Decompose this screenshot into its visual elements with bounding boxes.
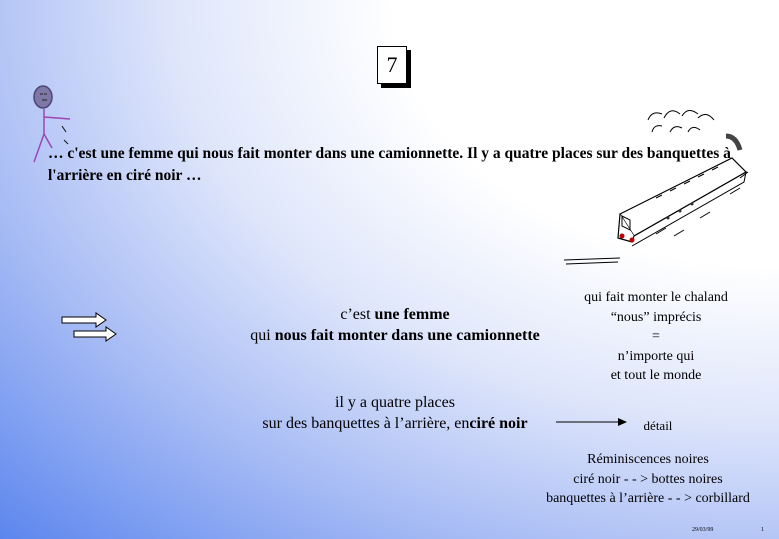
block1-line1-bold: une femme bbox=[374, 306, 450, 323]
block1-line2-bold: nous fait monter dans une camionnette bbox=[274, 327, 540, 344]
footer-page-number: 1 bbox=[761, 527, 764, 533]
note-imprecis bbox=[548, 288, 764, 386]
detail-label: détail bbox=[643, 418, 673, 433]
intro-quote: … c'est une femme qui nous fait monter dans une camionnette. Il y a quatre places sur des banquettes à l'arrière en ciré noir … bbox=[48, 145, 731, 184]
note-reminiscences bbox=[530, 450, 766, 509]
block1-line1-plain: c’est bbox=[340, 306, 375, 323]
note2-line1: Réminiscences noires bbox=[587, 452, 709, 467]
note2-line2: ciré noir - - > bottes noires bbox=[573, 471, 723, 487]
double-arrow-icon bbox=[60, 312, 118, 344]
note1-line5: et tout le monde bbox=[610, 368, 702, 383]
block2-line2-plain: sur des banquettes à l’arrière, en bbox=[262, 415, 470, 432]
note1-line1: qui fait monter le chaland bbox=[584, 290, 728, 305]
block1-line2-plain: qui bbox=[250, 327, 275, 344]
block-places bbox=[200, 392, 590, 434]
right-arrow-icon bbox=[556, 416, 628, 428]
train-illustration bbox=[560, 96, 760, 268]
note1-line4: n’importe qui bbox=[617, 348, 695, 364]
note2-line3: banquettes à l’arrière - - > corbillard bbox=[546, 491, 750, 506]
note1-line2: “nous” imprécis bbox=[610, 309, 702, 325]
block2-line1: il y a quatre places bbox=[335, 394, 455, 411]
block-femme bbox=[200, 304, 590, 346]
note1-line3: = bbox=[652, 329, 660, 344]
block2-line2-bold: ciré noir bbox=[469, 415, 528, 432]
footer-date: 29/03/99 bbox=[692, 527, 714, 533]
slide-number: 7 bbox=[377, 46, 407, 84]
